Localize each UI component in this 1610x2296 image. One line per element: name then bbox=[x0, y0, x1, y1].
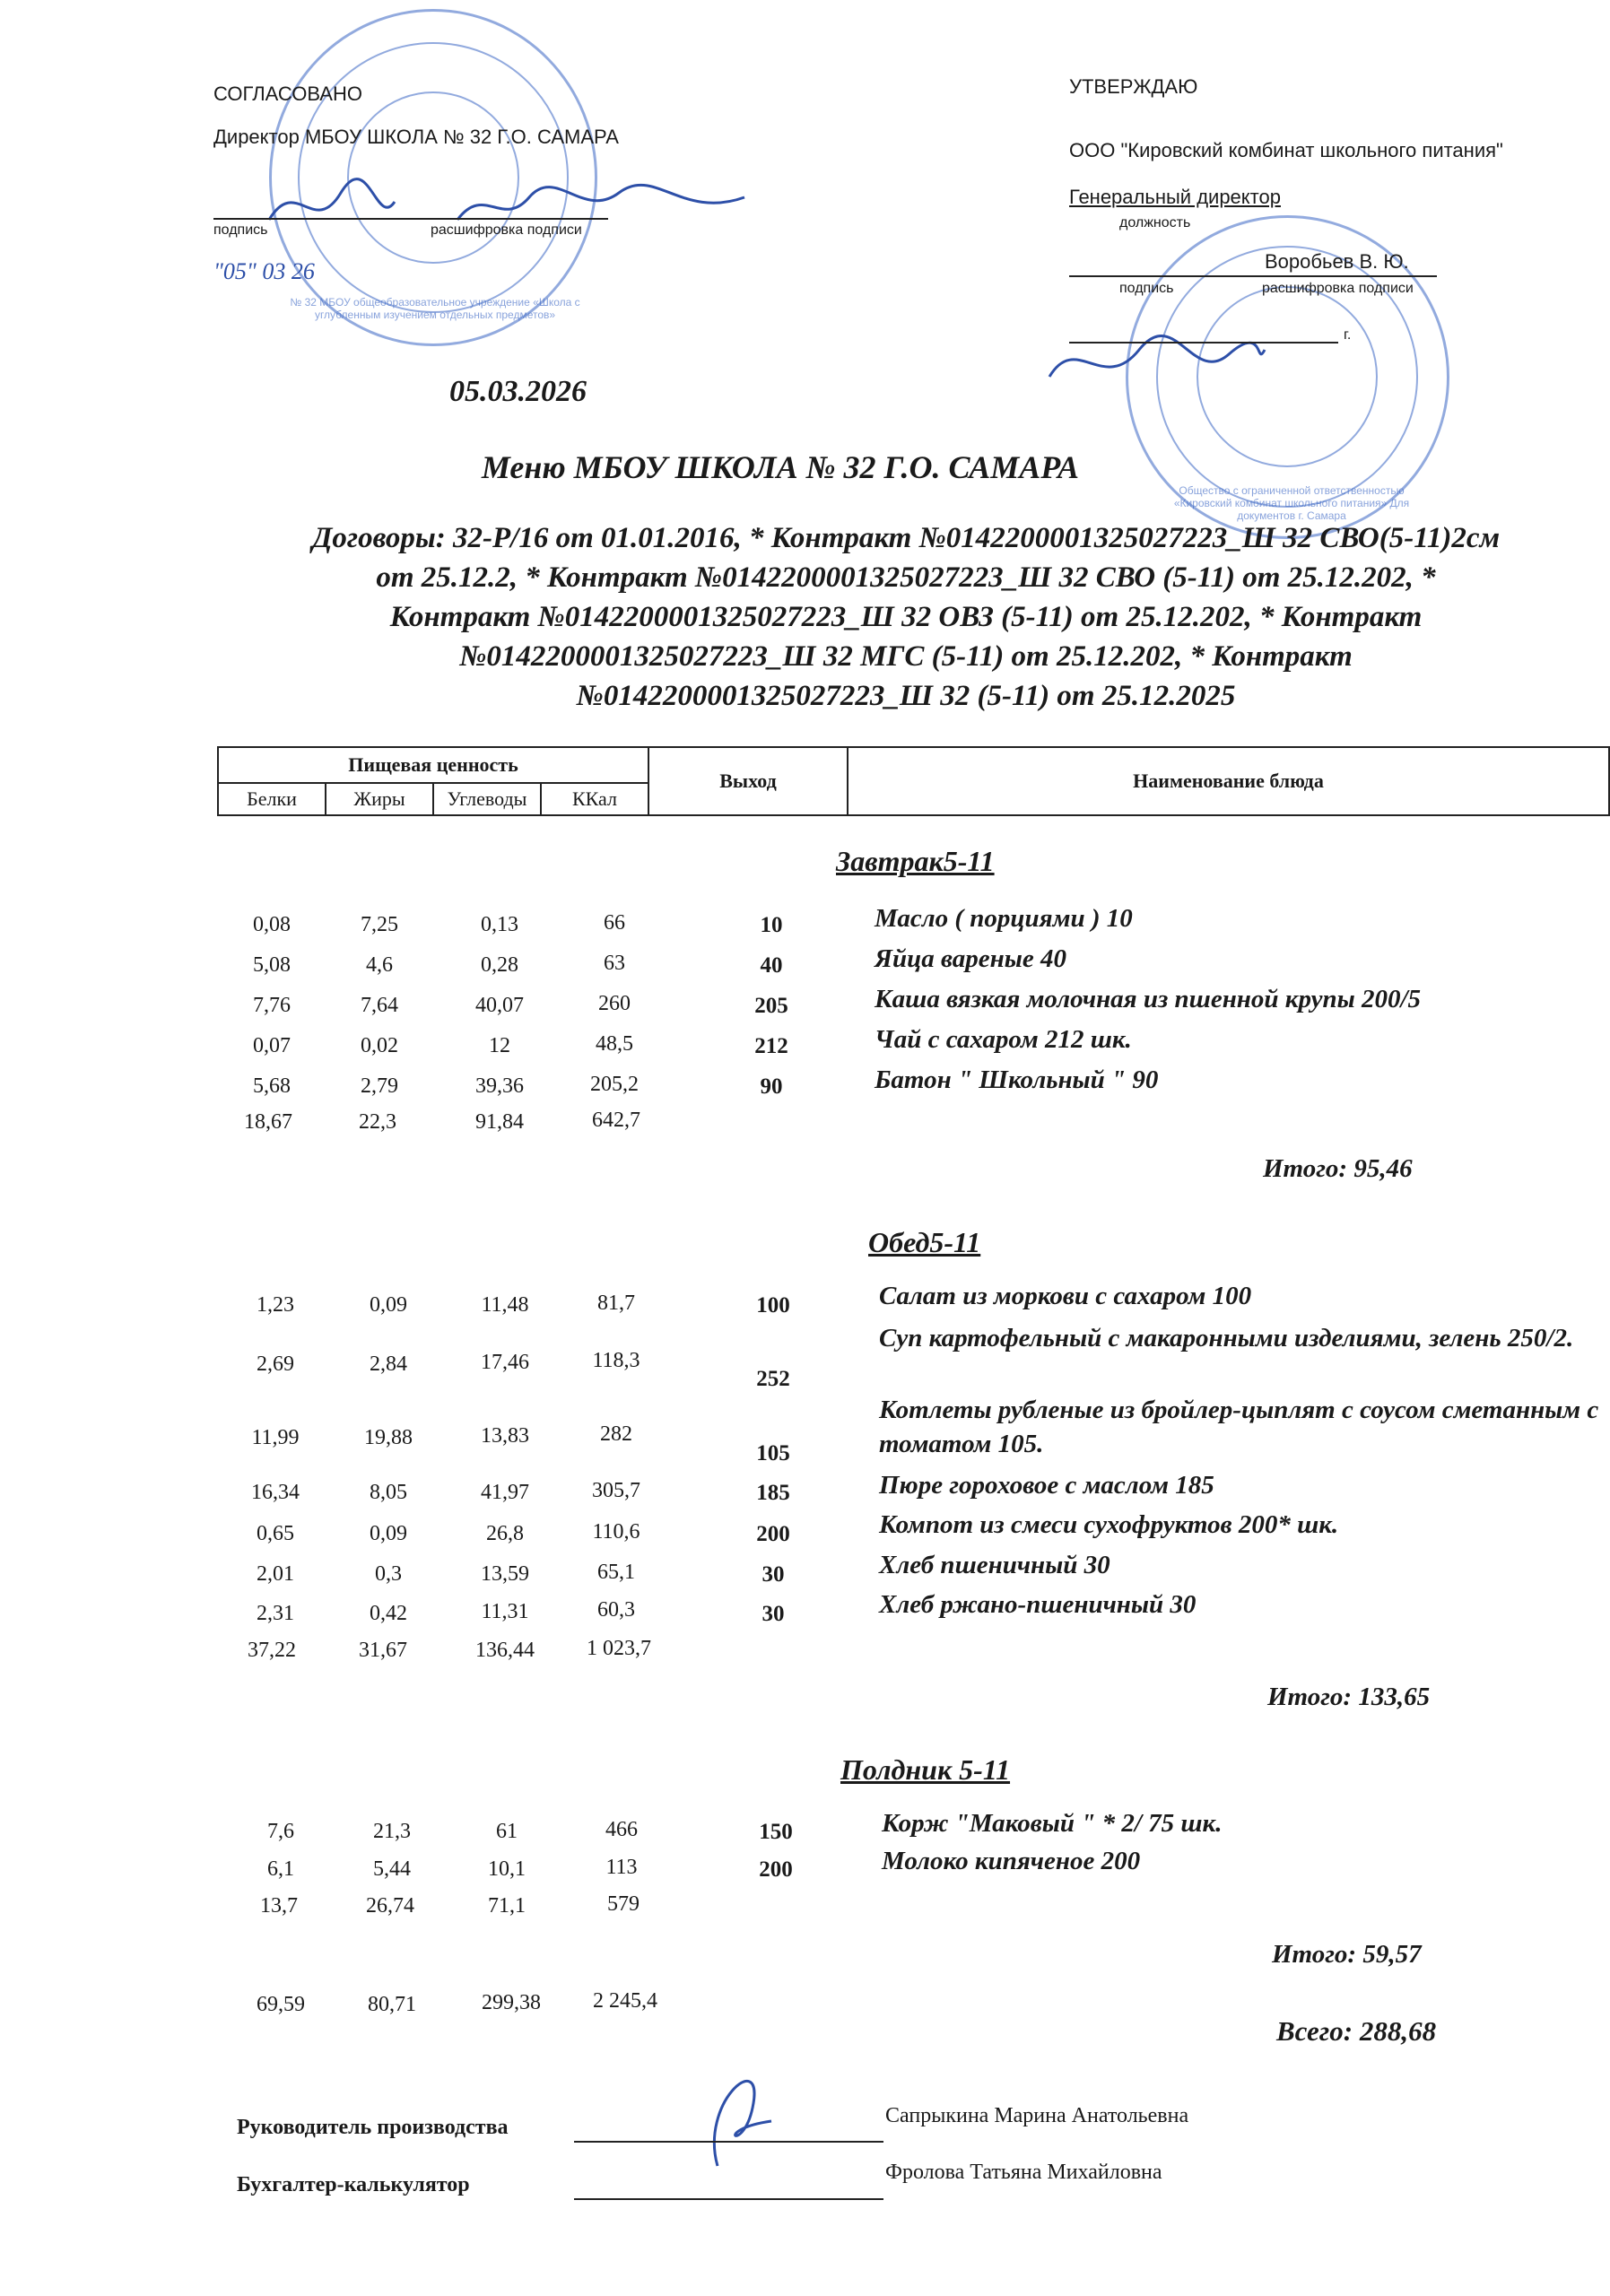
section-total bbox=[1263, 1154, 1413, 1184]
cell-kcal: 305,7 bbox=[592, 1479, 640, 1502]
section-title-lunch: Обед5-11 bbox=[868, 1226, 981, 1258]
cell-dish: Компот из смеси сухофруктов 200* шк. bbox=[879, 1510, 1339, 1539]
approval-left-signature-line bbox=[213, 218, 608, 220]
cell-proteins: 0,08 bbox=[253, 913, 291, 936]
signatory-role-accountant: Бухгалтер-калькулятор bbox=[237, 2173, 470, 2196]
header-kcal: ККал bbox=[541, 783, 648, 815]
sum-fats: 26,74 bbox=[366, 1894, 414, 1918]
grand-total-label: Всего: bbox=[1276, 2015, 1353, 2047]
grand-sum-kcal: 2 245,4 bbox=[593, 1989, 657, 2013]
approval-left-position: Директор МБОУ ШКОЛА № 32 Г.О. САМАРА bbox=[213, 126, 619, 148]
header-proteins: Белки bbox=[218, 783, 326, 815]
cell-kcal: 118,3 bbox=[592, 1349, 640, 1372]
cell-fats: 7,64 bbox=[361, 994, 398, 1017]
cell-carbs: 41,97 bbox=[481, 1481, 529, 1504]
cell-yield: 100 bbox=[756, 1293, 790, 1318]
cell-carbs: 12 bbox=[489, 1034, 510, 1057]
cell-proteins: 7,76 bbox=[253, 994, 291, 1017]
cell-yield: 10 bbox=[760, 913, 783, 937]
cell-yield: 200 bbox=[756, 1522, 790, 1546]
cell-yield: 150 bbox=[759, 1820, 793, 1844]
sum-proteins: 13,7 bbox=[260, 1894, 298, 1918]
cell-proteins: 1,23 bbox=[257, 1293, 294, 1317]
contract-line: №0142200001325027223_Ш 32 МГС (5-11) от 25.12.202, * Контракт bbox=[459, 640, 1353, 673]
cell-dish: Хлеб ржано-пшеничный 30 bbox=[879, 1590, 1197, 1619]
cell-proteins: 7,6 bbox=[267, 1820, 294, 1843]
grand-sum-fats: 80,71 bbox=[368, 1993, 416, 2016]
cell-yield: 30 bbox=[761, 1602, 785, 1626]
approval-right-signature-caption: подпись bbox=[1119, 281, 1174, 296]
cell-kcal: 466 bbox=[605, 1818, 638, 1841]
cell-yield: 252 bbox=[756, 1367, 790, 1391]
cell-dish: Пюре гороховое с маслом 185 bbox=[879, 1471, 1214, 1500]
menu-date: 05.03.2026 bbox=[449, 375, 587, 408]
sum-proteins: 18,67 bbox=[244, 1110, 292, 1134]
section-total-value: 95,46 bbox=[1353, 1154, 1413, 1183]
sum-carbs: 71,1 bbox=[488, 1894, 526, 1918]
contracts-block bbox=[206, 518, 1606, 716]
cell-carbs: 17,46 bbox=[481, 1351, 529, 1374]
production-head-signature bbox=[682, 2049, 789, 2175]
cell-dish: Батон " Школьный " 90 bbox=[875, 1065, 1159, 1094]
signatory-name-production: Сапрыкина Марина Анатольевна bbox=[885, 2104, 1189, 2127]
sum-fats: 22,3 bbox=[359, 1110, 396, 1134]
sum-kcal: 642,7 bbox=[592, 1109, 640, 1132]
school-stamp-text: № 32 МБОУ общеобразовательное учреждение «Школа с углубленным изучением отдельных предметов» bbox=[290, 296, 580, 321]
cell-carbs: 40,07 bbox=[475, 994, 524, 1017]
cell-carbs: 11,31 bbox=[481, 1600, 529, 1623]
section-total bbox=[1267, 1683, 1430, 1712]
signatory-role-production: Руководитель производства bbox=[237, 2116, 509, 2139]
menu-table-header bbox=[217, 746, 1610, 816]
header-yield: Выход bbox=[648, 747, 848, 815]
signature-line-production bbox=[574, 2141, 883, 2143]
grand-total-value: 288,68 bbox=[1359, 2015, 1437, 2047]
cell-fats: 0,09 bbox=[370, 1522, 407, 1545]
cell-kcal: 66 bbox=[604, 911, 625, 935]
cell-carbs: 61 bbox=[496, 1820, 518, 1843]
cell-dish: Каша вязкая молочная из пшенной крупы 200/5 bbox=[875, 985, 1422, 1013]
cell-proteins: 0,65 bbox=[257, 1522, 294, 1545]
menu-title: Меню МБОУ ШКОЛА № 32 Г.О. САМАРА bbox=[481, 449, 1080, 485]
signatory-name-accountant: Фролова Татьяна Михайловна bbox=[885, 2161, 1162, 2184]
cell-yield: 105 bbox=[756, 1441, 790, 1465]
section-title-snack: Полдник 5-11 bbox=[840, 1753, 1011, 1786]
cell-kcal: 110,6 bbox=[592, 1520, 640, 1544]
header-dish-name: Наименование блюда bbox=[848, 747, 1609, 815]
grand-total bbox=[1276, 2015, 1436, 2048]
cell-carbs: 10,1 bbox=[488, 1857, 526, 1881]
cell-proteins: 2,69 bbox=[257, 1352, 294, 1376]
cell-kcal: 113 bbox=[605, 1856, 638, 1879]
cell-proteins: 6,1 bbox=[267, 1857, 294, 1881]
contract-line: Договоры: 32-Р/16 от 01.01.2016, * Контракт №0142200001325027223_Ш 32 СВО(5-11)2см bbox=[311, 522, 1501, 554]
section-total-value: 133,65 bbox=[1358, 1683, 1431, 1711]
section-title-breakfast: Завтрак5-11 bbox=[836, 845, 995, 877]
cell-fats: 21,3 bbox=[373, 1820, 411, 1843]
company-stamp-text: Общество с ограниченной ответственностью «Кировский комбинат школьного питания» Для документов г. Самара bbox=[1173, 484, 1410, 522]
cell-yield: 90 bbox=[760, 1074, 783, 1099]
cell-carbs: 13,83 bbox=[481, 1424, 529, 1448]
section-total-label: Итого: bbox=[1263, 1154, 1348, 1183]
header-fats: Жиры bbox=[326, 783, 433, 815]
cell-fats: 0,09 bbox=[370, 1293, 407, 1317]
cell-fats: 7,25 bbox=[361, 913, 398, 936]
cell-kcal: 81,7 bbox=[597, 1292, 635, 1315]
grand-sum-proteins: 69,59 bbox=[257, 1993, 305, 2016]
cell-proteins: 2,01 bbox=[257, 1562, 294, 1586]
cell-proteins: 5,68 bbox=[253, 1074, 291, 1098]
sum-kcal: 1 023,7 bbox=[587, 1637, 651, 1660]
header-nutrition: Пищевая ценность bbox=[218, 747, 648, 783]
grand-sum-carbs: 299,38 bbox=[482, 1991, 541, 2014]
sum-proteins: 37,22 bbox=[248, 1639, 296, 1662]
cell-kcal: 63 bbox=[604, 952, 625, 975]
signature-line-accountant bbox=[574, 2198, 883, 2200]
cell-dish: Молоко кипяченое 200 bbox=[882, 1847, 1141, 1875]
approval-right-date-line bbox=[1069, 342, 1338, 344]
cell-dish: Корж "Маковый " * 2/ 75 шк. bbox=[882, 1809, 1223, 1838]
cell-dish: Суп картофельный с макаронными изделиями, зелень 250/2. bbox=[879, 1324, 1574, 1352]
section-total bbox=[1272, 1940, 1422, 1970]
cell-proteins: 2,31 bbox=[257, 1602, 294, 1625]
approval-right-position: Генеральный директор bbox=[1069, 186, 1281, 208]
cell-fats: 0,42 bbox=[370, 1602, 407, 1625]
cell-carbs: 0,28 bbox=[481, 953, 518, 977]
cell-proteins: 16,34 bbox=[251, 1481, 300, 1504]
cell-kcal: 205,2 bbox=[590, 1073, 639, 1096]
approval-right-decoding-caption: расшифровка подписи bbox=[1262, 281, 1414, 296]
contract-line: Контракт №0142200001325027223_Ш 32 ОВЗ (5-11) от 25.12.202, * Контракт bbox=[389, 601, 1423, 633]
section-total-value: 59,57 bbox=[1362, 1940, 1422, 1969]
approval-left-signature-caption: подпись bbox=[213, 222, 268, 238]
sum-carbs: 136,44 bbox=[475, 1639, 535, 1662]
cell-fats: 8,05 bbox=[370, 1481, 407, 1504]
cell-yield: 200 bbox=[759, 1857, 793, 1882]
approval-right-name: Воробьев В. Ю. bbox=[1265, 250, 1409, 273]
cell-yield: 205 bbox=[754, 994, 788, 1018]
section-total-label: Итого: bbox=[1267, 1683, 1353, 1711]
cell-dish: Яйца вареные 40 bbox=[875, 944, 1066, 973]
cell-kcal: 260 bbox=[598, 992, 631, 1015]
cell-yield: 30 bbox=[761, 1562, 785, 1587]
cell-fats: 0,02 bbox=[361, 1034, 398, 1057]
sum-carbs: 91,84 bbox=[475, 1110, 524, 1134]
approval-left-decoding-caption: расшифровка подписи bbox=[431, 222, 582, 238]
cell-fats: 19,88 bbox=[364, 1426, 413, 1449]
cell-carbs: 39,36 bbox=[475, 1074, 524, 1098]
cell-proteins: 0,07 bbox=[253, 1034, 291, 1057]
cell-proteins: 5,08 bbox=[253, 953, 291, 977]
cell-fats: 0,3 bbox=[375, 1562, 402, 1586]
approval-right-signature-line bbox=[1069, 275, 1437, 277]
cell-fats: 2,84 bbox=[370, 1352, 407, 1376]
cell-kcal: 65,1 bbox=[597, 1561, 635, 1584]
approval-right-position-caption: должность bbox=[1119, 215, 1191, 230]
approval-right-company: ООО "Кировский комбинат школьного питания" bbox=[1069, 139, 1503, 161]
contract-line: №0142200001325027223_Ш 32 (5-11) от 25.12.2025 bbox=[576, 680, 1236, 712]
cell-dish: Чай с сахаром 212 шк. bbox=[875, 1025, 1132, 1054]
approval-left-label: СОГЛАСОВАНО bbox=[213, 83, 362, 105]
cell-dish: Котлеты рубленые из бройлер-цыплят с соусом сметанным с томатом 105. bbox=[879, 1396, 1599, 1458]
cell-kcal: 60,3 bbox=[597, 1598, 635, 1622]
cell-carbs: 26,8 bbox=[486, 1522, 524, 1545]
sum-kcal: 579 bbox=[607, 1892, 640, 1916]
cell-dish: Хлеб пшеничный 30 bbox=[879, 1551, 1110, 1579]
cell-carbs: 0,13 bbox=[481, 913, 518, 936]
cell-fats: 5,44 bbox=[373, 1857, 411, 1881]
approval-right-date-suffix: г. bbox=[1344, 327, 1352, 343]
contract-line: от 25.12.2, * Контракт №0142200001325027223_Ш 32 СВО (5-11) от 25.12.202, * bbox=[376, 561, 1436, 594]
cell-fats: 2,79 bbox=[361, 1074, 398, 1098]
cell-kcal: 48,5 bbox=[596, 1032, 633, 1056]
cell-proteins: 11,99 bbox=[251, 1426, 300, 1449]
cell-yield: 212 bbox=[754, 1034, 788, 1058]
cell-yield: 40 bbox=[760, 953, 783, 978]
cell-kcal: 282 bbox=[600, 1422, 632, 1446]
cell-yield: 185 bbox=[756, 1481, 790, 1505]
cell-fats: 4,6 bbox=[366, 953, 393, 977]
cell-dish: Масло ( порциями ) 10 bbox=[875, 904, 1133, 933]
section-total-label: Итого: bbox=[1272, 1940, 1357, 1969]
sum-fats: 31,67 bbox=[359, 1639, 407, 1662]
header-carbs: Углеводы bbox=[433, 783, 541, 815]
approval-right-label: УТВЕРЖДАЮ bbox=[1069, 75, 1198, 98]
approval-left-date: "05" 03 26 bbox=[213, 258, 315, 284]
cell-dish: Салат из моркови с сахаром 100 bbox=[879, 1282, 1252, 1310]
cell-carbs: 11,48 bbox=[481, 1293, 529, 1317]
cell-carbs: 13,59 bbox=[481, 1562, 529, 1586]
